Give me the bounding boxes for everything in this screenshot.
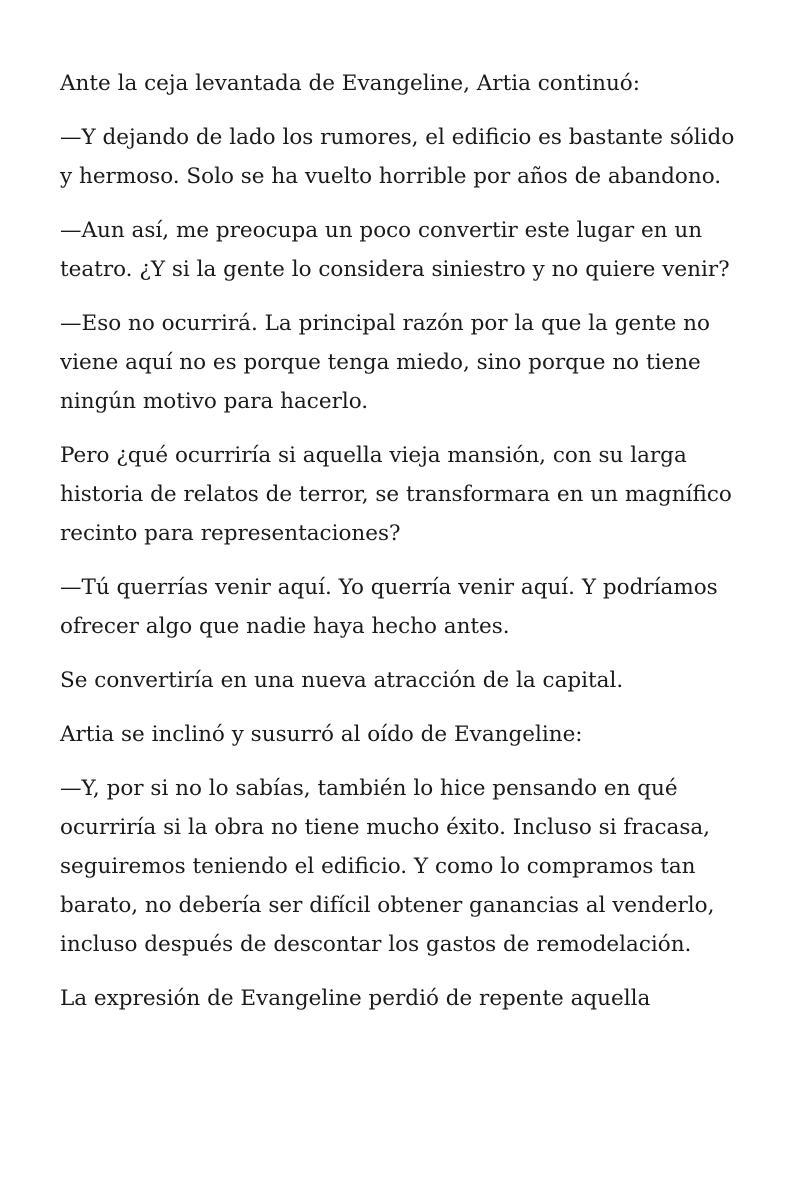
reading-page: [60, 64, 750, 1033]
paragraph: Pero ¿qué ocurriría si aquella vieja mansión, con su larga historia de relatos de terror, se transformara en un magnífico recinto para representaciones?: [60, 443, 732, 546]
paragraph: —Tú querrías venir aquí. Yo querría venir aquí. Y podríamos ofrecer algo que nadie haya hecho antes.: [60, 575, 718, 639]
paragraph: Ante la ceja levantada de Evangeline, Artia continuó:: [60, 71, 640, 96]
paragraph: Artia se inclinó y susurró al oído de Evangeline:: [60, 722, 583, 747]
paragraph: —Eso no ocurrirá. La principal razón por la que la gente no viene aquí no es porque tenga miedo, sino porque no tiene ningún motivo para hacerlo.: [60, 311, 710, 414]
paragraph: —Y dejando de lado los rumores, el edificio es bastante sólido y hermoso. Solo se ha vuelto horrible por años de abandono.: [60, 125, 735, 189]
paragraph: La expresión de Evangeline perdió de repente aquella: [60, 986, 651, 1011]
paragraph: —Aun así, me preocupa un poco convertir este lugar en un teatro. ¿Y si la gente lo considera siniestro y no quiere venir?: [60, 218, 730, 282]
paragraph: Se convertiría en una nueva atracción de la capital.: [60, 668, 624, 693]
paragraph: —Y, por si no lo sabías, también lo hice pensando en qué ocurriría si la obra no tiene mucho éxito. Incluso si fracasa, seguiremos teniendo el edificio. Y como lo compramos tan barato, no debería ser difícil obtener ganancias al venderlo, incluso después de descontar los gastos de remodelación.: [60, 776, 715, 957]
